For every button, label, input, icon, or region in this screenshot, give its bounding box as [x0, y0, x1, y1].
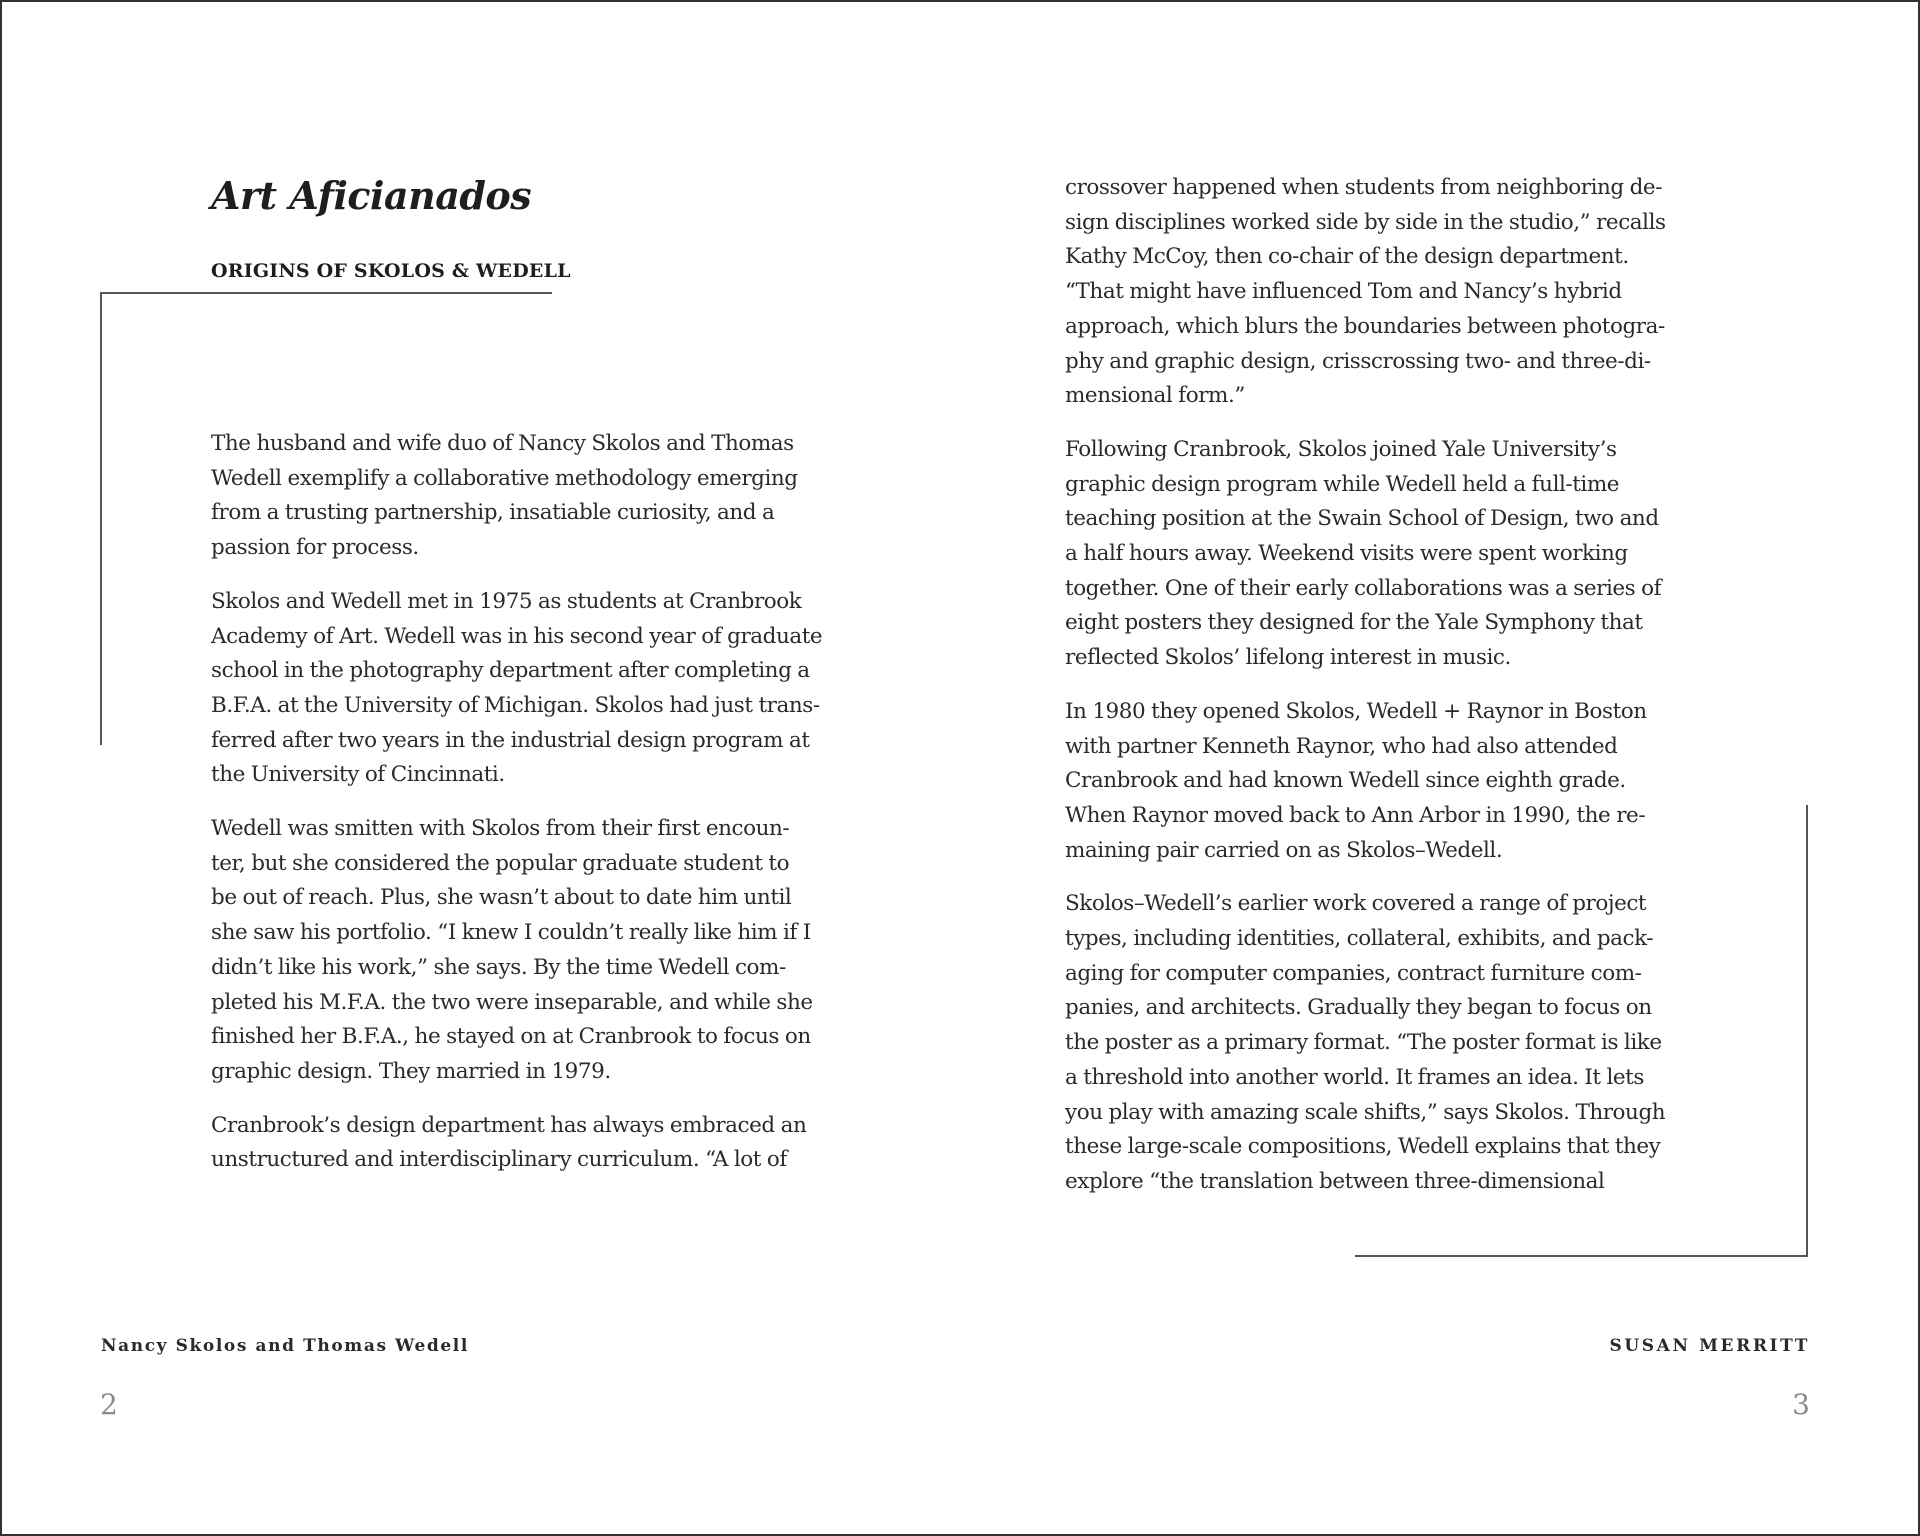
text-line: approach, which blurs the boundaries between photogra- [1065, 313, 1665, 339]
text-line: a threshold into another world. It frames an idea. It lets [1065, 1064, 1644, 1090]
text-line: crossover happened when students from neighboring de- [1065, 175, 1663, 200]
paragraph [211, 427, 861, 566]
text-line: Academy of Art. Wedell was in his second year of graduate [211, 623, 823, 649]
text-line: didn’t like his work,” she says. By the time Wedell com- [211, 954, 786, 980]
text-line: graphic design program while Wedell held a full-time [1065, 471, 1620, 497]
paragraph [1065, 433, 1725, 676]
text-line: explore “the translation between three-dimensional [1065, 1168, 1605, 1194]
paragraph [211, 812, 861, 1090]
text-line: together. One of their early collaborations was a series of [1065, 575, 1662, 601]
text-line: eight posters they designed for the Yale Symphony that [1065, 610, 1643, 636]
text-line: teaching position at the Swain School of Design, two and [1065, 506, 1659, 532]
text-line: “That might have influenced Tom and Nancy’s hybrid [1065, 279, 1622, 305]
paragraph [1065, 695, 1725, 869]
paragraph [1065, 887, 1725, 1199]
text-line: panies, and architects. Gradually they began to focus on [1065, 995, 1652, 1021]
text-line: the University of Cincinnati. [211, 762, 505, 788]
text-line: ferred after two years in the industrial design program at [211, 727, 810, 753]
text-line: Skolos and Wedell met in 1975 as students at Cranbrook [211, 588, 802, 614]
text-line: phy and graphic design, crisscrossing two- and three-di- [1065, 348, 1651, 374]
text-line: maining pair carried on as Skolos–Wedell. [1065, 837, 1503, 863]
text-line: from a trusting partnership, insatiable curiosity, and a [211, 500, 775, 526]
text-line: The husband and wife duo of Nancy Skolos and Thomas [211, 431, 794, 456]
text-line: In 1980 they opened Skolos, Wedell + Raynor in Boston [1065, 698, 1647, 724]
text-line: finished her B.F.A., he stayed on at Cranbrook to focus on [211, 1024, 811, 1050]
text-line: unstructured and interdisciplinary curriculum. “A lot of [211, 1147, 787, 1173]
text-line: aging for computer companies, contract furniture com- [1065, 960, 1642, 986]
text-line: she saw his portfolio. “I knew I couldn’t really like him if I [211, 920, 811, 946]
text-line: mensional form.” [1065, 383, 1245, 409]
text-line: Following Cranbrook, Skolos joined Yale University’s [1065, 436, 1617, 462]
text-line: school in the photography department after completing a [211, 658, 810, 684]
text-line: with partner Kenneth Raynor, who had also attended [1065, 733, 1618, 759]
text-line: Kathy McCoy, then co-chair of the design department. [1065, 244, 1629, 270]
text-line: you play with amazing scale shifts,” says Skolos. Through [1065, 1099, 1666, 1125]
left-column-body [211, 427, 861, 1197]
article-subtitle: ORIGINS OF SKOLOS & WEDELL [211, 260, 571, 282]
paragraph [211, 585, 861, 793]
text-line: reflected Skolos’ lifelong interest in music. [1065, 645, 1511, 671]
text-line: these large-scale compositions, Wedell explains that they [1065, 1134, 1661, 1160]
text-line: Wedell was smitten with Skolos from their first encoun- [211, 816, 790, 842]
bracket-rule-top-left [100, 292, 552, 294]
text-line: When Raynor moved back to Ann Arbor in 1990, the re- [1065, 802, 1646, 828]
text-line: graphic design. They married in 1979. [211, 1058, 611, 1084]
text-line: Cranbrook’s design department has always embraced an [211, 1112, 807, 1138]
text-line: B.F.A. at the University of Michigan. Skolos had just trans- [211, 692, 820, 718]
bracket-rule-left-vertical [100, 292, 102, 745]
text-line: a half hours away. Weekend visits were spent working [1065, 541, 1628, 567]
text-line: types, including identities, collateral, exhibits, and pack- [1065, 926, 1654, 952]
paragraph [1065, 171, 1725, 414]
text-line: be out of reach. Plus, she wasn’t about to date him until [211, 885, 792, 911]
bracket-rule-right-vertical [1806, 805, 1808, 1257]
text-line: passion for process. [211, 535, 419, 561]
page-number-right: 3 [1792, 1388, 1810, 1421]
text-line: pleted his M.F.A. the two were inseparable, and while she [211, 989, 813, 1015]
text-line: the poster as a primary format. “The poster format is like [1065, 1030, 1662, 1056]
bracket-rule-bottom-right [1355, 1255, 1808, 1257]
article-title: Art Aficianados [211, 173, 532, 218]
text-line: sign disciplines worked side by side in the studio,” recalls [1065, 209, 1666, 235]
text-line: Skolos–Wedell’s earlier work covered a range of project [1065, 891, 1647, 917]
text-line: ter, but she considered the popular graduate student to [211, 850, 790, 876]
running-head-left: Nancy Skolos and Thomas Wedell [101, 1336, 469, 1356]
running-head-right: SUSAN MERRITT [1609, 1336, 1810, 1356]
text-line: Wedell exemplify a collaborative methodology emerging [211, 465, 798, 491]
paragraph [211, 1109, 861, 1178]
page-number-left: 2 [100, 1388, 118, 1421]
text-line: Cranbrook and had known Wedell since eighth grade. [1065, 768, 1626, 794]
right-column-body [1065, 171, 1725, 1219]
